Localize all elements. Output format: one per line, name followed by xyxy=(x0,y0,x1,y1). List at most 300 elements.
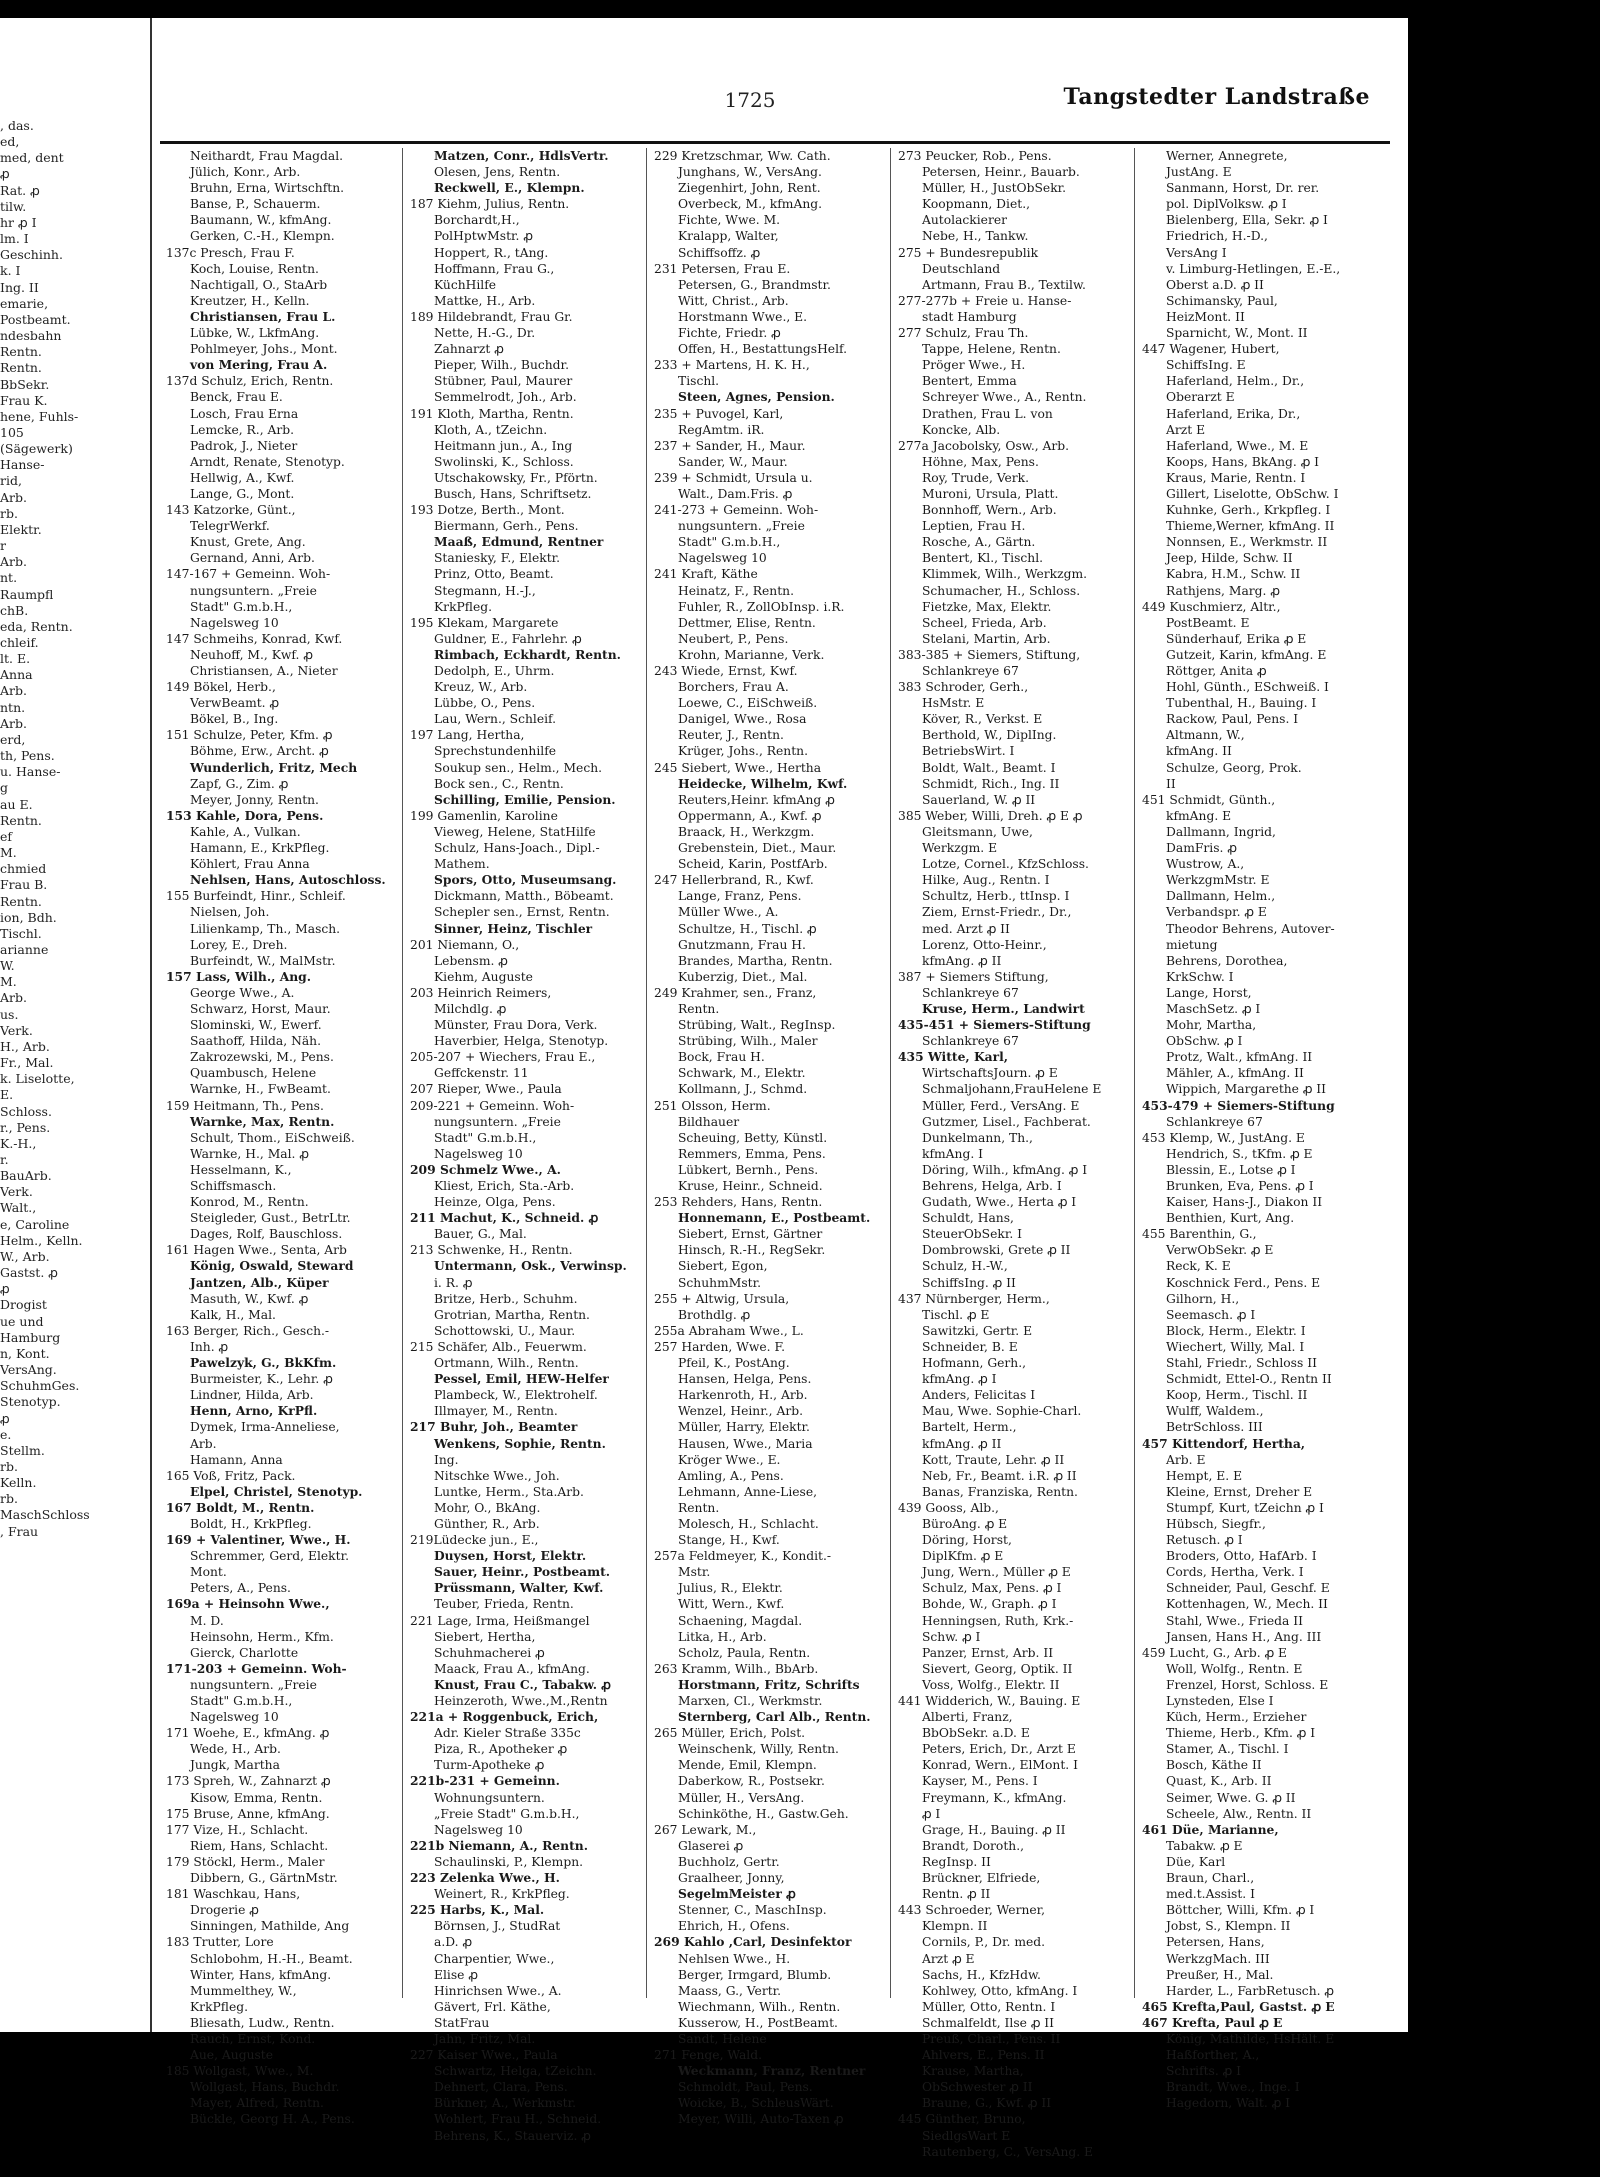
directory-entry: Dallmann, Helm., xyxy=(1166,889,1276,904)
directory-entry: Adr. Kieler Straße 335c xyxy=(434,1726,581,1741)
directory-entry: Braack, H., Werkzgm. xyxy=(678,824,815,839)
gutter-line: chleif. xyxy=(0,635,39,650)
directory-entry: Burmeister, K., Lehr. ꝓ xyxy=(190,1372,333,1387)
directory-entry: VersAng I xyxy=(1166,245,1227,260)
directory-entry: 177 Vize, H., Schlacht. xyxy=(166,1822,309,1837)
directory-entry: Braun, Charl., xyxy=(1166,1871,1255,1886)
directory-entry: 161 Hagen Wwe., Senta, Arb xyxy=(166,1243,347,1258)
gutter-line: (Sägewerk) xyxy=(0,441,73,457)
gutter-line: n, Kont. xyxy=(0,1345,50,1361)
directory-entry: Arb. xyxy=(190,1436,217,1451)
directory-entry: Swolinski, K., Schloss. xyxy=(434,454,574,469)
directory-entry: SteuerObSekr. I xyxy=(922,1227,1023,1242)
directory-entry: Hinsch, R.-H., RegSekr. xyxy=(678,1243,826,1258)
directory-entry: Zakrozewski, M., Pens. xyxy=(190,1050,334,1065)
directory-entry: Berthold, W., DiplIng. xyxy=(922,728,1057,743)
gutter-line: ef xyxy=(0,828,13,844)
directory-entry: 277 Schulz, Frau Th. xyxy=(898,326,1029,341)
directory-entry: DamFris. ꝓ xyxy=(1166,841,1237,856)
directory-entry: Deutschland xyxy=(922,261,1001,276)
directory-entry: Heinsohn, Herm., Kfm. xyxy=(190,1629,334,1644)
directory-entry: 449 Kuschmierz, Altr., xyxy=(1142,599,1281,614)
directory-entry: 457 Kittendorf, Hertha, xyxy=(1142,1435,1306,1451)
directory-entry: Bosch, Käthe II xyxy=(1166,1758,1262,1773)
directory-entry: Siebert, Egon, xyxy=(678,1259,768,1274)
directory-entry: Sinner, Heinz, Tischler xyxy=(434,920,593,936)
directory-entry: 209-221 + Gemeinn. Woh- xyxy=(410,1098,575,1113)
directory-entry: Maaß, Edmund, Rentner xyxy=(434,534,604,550)
directory-entry: Behrens, Helga, Arb. I xyxy=(922,1179,1062,1193)
directory-entry: Elise ꝓ xyxy=(434,1967,478,1982)
directory-entry: Reck, K. E xyxy=(1166,1259,1231,1274)
directory-entry: Sanmann, Horst, Dr. rer. xyxy=(1166,181,1320,196)
directory-entry: Cornils, P., Dr. med. xyxy=(922,1935,1046,1950)
directory-entry: MaschSetz. ꝓ I xyxy=(1166,1001,1261,1016)
directory-entry: Rentn. xyxy=(678,1500,720,1515)
gutter-line: VersAng. xyxy=(0,1362,57,1378)
directory-entry: 167 Boldt, M., Rentn. xyxy=(166,1499,315,1515)
directory-entry: Milchdlg. ꝓ xyxy=(434,1001,507,1016)
directory-entry: Preußer, H., Mal. xyxy=(1166,1967,1274,1982)
gutter-line: lt. E. xyxy=(0,651,31,667)
directory-entry: Petersen, Heinr., Bauarb. xyxy=(922,165,1080,180)
directory-entry: Arzt E xyxy=(1166,422,1206,437)
directory-entry: Rentn. xyxy=(678,1001,720,1016)
directory-entry: Junghans, W., VersAng. xyxy=(678,165,822,180)
directory-entry: 181 Waschkau, Hans, xyxy=(166,1887,301,1902)
directory-entry: Jahn, Fritz, Mal. xyxy=(434,2031,536,2046)
directory-entry: Wiechmann, Wilh., Rentn. xyxy=(678,1999,841,2014)
directory-entry: Kusserow, H., PostBeamt. xyxy=(678,2015,838,2030)
directory-entry: WerkzgmMstr. E xyxy=(1166,873,1270,888)
directory-entry: Blessin, E., Lotse ꝓ I xyxy=(1166,1162,1296,1177)
directory-entry: Kayser, M., Pens. I xyxy=(922,1774,1038,1789)
column-4 xyxy=(898,148,1130,2159)
directory-entry: Hansen, Helga, Pens. xyxy=(678,1372,812,1387)
directory-entry: Lübke, W., LkfmAng. xyxy=(190,326,320,341)
directory-entry: Overbeck, M., kfmAng. xyxy=(678,197,823,212)
directory-entry: 231 Petersen, Frau E. xyxy=(654,261,791,276)
directory-entry: Kruse, Heinr., Schneid. xyxy=(678,1179,823,1193)
directory-entry: Döring, Wilh., kfmAng. ꝓ I xyxy=(922,1162,1088,1177)
directory-entry: Jülich, Konr., Arb. xyxy=(190,165,301,180)
directory-entry: 455 Barenthin, G., xyxy=(1142,1227,1257,1242)
directory-entry: Weckmann, Franz, Rentner xyxy=(678,2063,866,2079)
directory-entry: Koncke, Alb. xyxy=(922,422,1001,437)
directory-entry: Müller, Otto, Rentn. I xyxy=(922,1999,1056,2014)
directory-entry: Saathoff, Hilda, Näh. xyxy=(190,1034,321,1049)
directory-entry: Mau, Wwe. Sophie-Charl. xyxy=(922,1404,1082,1419)
directory-entry: Quast, K., Arb. II xyxy=(1166,1774,1272,1789)
directory-entry: Düe, Karl xyxy=(1166,1854,1226,1869)
directory-entry: Charpentier, Wwe., xyxy=(434,1951,555,1966)
directory-entry: II xyxy=(1166,776,1176,791)
directory-entry: Losch, Frau Erna xyxy=(190,406,299,421)
directory-entry: Kahle, A., Vulkan. xyxy=(190,824,301,839)
gutter-line: chmied xyxy=(0,861,47,877)
directory-entry: Nitschke Wwe., Joh. xyxy=(434,1468,560,1483)
directory-entry: 249 Krahmer, sen., Franz, xyxy=(654,985,817,1000)
directory-entry: 219Lüdecke jun., E., xyxy=(410,1533,539,1548)
directory-entry: kfmAng. ꝓ II xyxy=(922,1436,1002,1451)
directory-entry: Seemasch. ꝓ I xyxy=(1166,1307,1256,1322)
directory-entry: 441 Widderich, W., Bauing. E xyxy=(898,1694,1081,1708)
directory-entry: Verbandspr. ꝓ E xyxy=(1166,905,1267,920)
directory-entry: 223 Zelenka Wwe., H. xyxy=(410,1870,560,1886)
gutter-line: Arb. xyxy=(0,683,27,699)
directory-entry: Kott, Traute, Lehr. ꝓ II xyxy=(922,1452,1065,1467)
directory-entry: „Freie Stadt" G.m.b.H., xyxy=(434,1806,580,1821)
directory-entry: Danigel, Wwe., Rosa xyxy=(678,712,807,727)
directory-entry: Müller, Harry, Elektr. xyxy=(678,1420,810,1435)
directory-entry: Schimansky, Paul, xyxy=(1166,293,1278,308)
directory-entry: Ziegenhirt, John, Rent. xyxy=(678,181,821,196)
directory-entry: 165 Voß, Fritz, Pack. xyxy=(166,1468,296,1483)
directory-entry: Pfeil, K., PostAng. xyxy=(678,1356,790,1371)
directory-entry: Köver, R., Verkst. E xyxy=(922,712,1043,727)
directory-entry: 213 Schwenke, H., Rentn. xyxy=(410,1243,573,1258)
directory-entry: Wenzel, Heinr., Arb. xyxy=(678,1404,803,1419)
directory-entry: Muroni, Ursula, Platt. xyxy=(922,486,1059,501)
directory-entry: Siebert, Ernst, Gärtner xyxy=(678,1227,823,1242)
header-rule xyxy=(160,141,1390,144)
directory-entry: Böhme, Erw., Archt. ꝓ xyxy=(190,744,329,759)
directory-entry: Konrad, Wern., ElMont. I xyxy=(922,1758,1078,1773)
directory-entry: Strübing, Wilh., Maler xyxy=(678,1034,818,1049)
directory-entry: Mähler, A., kfmAng. II xyxy=(1166,1066,1304,1081)
directory-entry: Heidecke, Wilhelm, Kwf. xyxy=(678,775,848,791)
directory-entry: 247 Hellerbrand, R., Kwf. xyxy=(654,873,814,888)
directory-entry: Gernand, Anni, Arb. xyxy=(190,551,315,566)
gutter-line: Rentn. xyxy=(0,812,42,828)
directory-entry: Loewe, C., EiSchweiß. xyxy=(678,696,818,711)
gutter-line: Arb. xyxy=(0,489,27,505)
directory-entry: nungsuntern. „Freie xyxy=(678,519,805,534)
directory-entry: Schulz, Hans-Joach., Dipl.- xyxy=(434,841,600,856)
gutter-line: MaschSchloss xyxy=(0,1507,90,1523)
directory-entry: Alberti, Franz, xyxy=(922,1710,1013,1725)
directory-entry: Kruse, Herm., Landwirt xyxy=(922,1000,1085,1016)
directory-entry: 143 Katzorke, Günt., xyxy=(166,503,296,518)
directory-entry: Krohn, Marianne, Verk. xyxy=(678,647,825,662)
directory-entry: Koop, Herm., Tischl. II xyxy=(1166,1388,1308,1403)
directory-entry: Stadt" G.m.b.H., xyxy=(678,535,781,550)
directory-entry: Petersen, Hans, xyxy=(1166,1935,1265,1950)
directory-entry: Scheel, Frieda, Arb. xyxy=(922,615,1047,630)
directory-entry: a.D. ꝓ xyxy=(434,1935,473,1950)
directory-entry: Cords, Hertha, Verk. I xyxy=(1166,1565,1304,1580)
directory-entry: 221b-231 + Gemeinn. xyxy=(410,1773,560,1789)
directory-entry: 239 + Schmidt, Ursula u. xyxy=(654,470,813,485)
directory-entry: Boldt, Walt., Beamt. I xyxy=(922,760,1056,775)
directory-entry: Warnke, H., Mal. ꝓ xyxy=(190,1146,309,1161)
directory-entry: 193 Dotze, Berth., Mont. xyxy=(410,503,565,518)
directory-entry: 435 Witte, Karl, xyxy=(898,1049,1009,1065)
directory-entry: Scheuing, Betty, Künstl. xyxy=(678,1130,828,1145)
directory-entry: Fichte, Wwe. M. xyxy=(678,213,781,228)
directory-entry: Schinköthe, H., Gastw.Geh. xyxy=(678,1806,849,1821)
gutter-line: BbSekr. xyxy=(0,376,50,392)
directory-entry: 187 Kiehm, Julius, Rentn. xyxy=(410,197,570,212)
directory-entry: 221a + Roggenbuck, Erich, xyxy=(410,1709,599,1725)
directory-entry: Altmann, W., xyxy=(1166,728,1245,743)
directory-entry: Witt, Wern., Kwf. xyxy=(678,1597,785,1612)
directory-entry: Schneider, Paul, Geschf. E xyxy=(1166,1581,1330,1596)
directory-entry: Dombrowski, Grete ꝓ II xyxy=(922,1243,1071,1258)
directory-entry: Braune, G., Kwf. ꝓ II xyxy=(922,2096,1052,2111)
directory-entry: Nehlsen, Hans, Autoschloss. xyxy=(190,872,386,888)
directory-entry: 461 Düe, Marianne, xyxy=(1142,1821,1279,1837)
gutter-line: , das. xyxy=(0,118,34,133)
directory-entry: Siebert, Hertha, xyxy=(434,1629,536,1644)
directory-entry: Hagedorn, Walt. ꝓ I xyxy=(1166,2096,1290,2111)
directory-entry: 153 Kahle, Dora, Pens. xyxy=(166,807,324,823)
directory-entry: Jansen, Hans H., Ang. III xyxy=(1166,1629,1322,1644)
directory-entry: Borchers, Frau A. xyxy=(678,680,789,695)
directory-entry: 157 Lass, Wilh., Ang. xyxy=(166,968,312,984)
directory-entry: 235 + Puvogel, Karl, xyxy=(654,406,784,421)
directory-entry: 435-451 + Siemers-Stiftung xyxy=(898,1017,1091,1033)
directory-entry: Kliest, Erich, Sta.-Arb. xyxy=(434,1179,575,1193)
directory-entry: HeizMont. II xyxy=(1166,309,1245,324)
directory-entry: Gerken, C.-H., Klempn. xyxy=(190,229,335,244)
directory-entry: Nagelsweg 10 xyxy=(190,1710,279,1725)
gutter-line: e. xyxy=(0,1426,12,1442)
column-1 xyxy=(166,148,398,2127)
directory-entry: Stange, H., Kwf. xyxy=(678,1533,780,1548)
gutter-line: chB. xyxy=(0,602,29,618)
directory-entry: Kaiser, Hans-J., Diakon II xyxy=(1166,1195,1323,1210)
column-divider xyxy=(890,148,891,1998)
directory-entry: Scheele, Alw., Rentn. II xyxy=(1166,1806,1312,1821)
directory-entry: 271 Fenge, Wald. xyxy=(654,2048,763,2063)
directory-entry: Werkzgm. E xyxy=(922,841,998,856)
directory-entry: Gillert, Liselotte, ObSchw. I xyxy=(1166,486,1339,501)
directory-entry: Mohr, Martha, xyxy=(1166,1018,1257,1033)
directory-entry: RegInsp. II xyxy=(922,1854,991,1869)
directory-entry: 169a + Heinsohn Wwe., xyxy=(166,1596,330,1612)
directory-entry: PolHptwMstr. ꝓ xyxy=(434,229,533,244)
directory-entry: Walt., Dam.Fris. ꝓ xyxy=(678,486,793,501)
directory-entry: Oberst a.D. ꝓ II xyxy=(1166,277,1264,292)
page-number: 1725 xyxy=(724,88,776,112)
directory-entry: med.t.Assist. I xyxy=(1166,1887,1255,1902)
directory-entry: Schaulinski, P., Klempn. xyxy=(434,1854,584,1869)
directory-entry: 267 Lewark, M., xyxy=(654,1822,757,1837)
gutter-line: H., Arb. xyxy=(0,1038,50,1054)
directory-entry: Lau, Wern., Schleif. xyxy=(434,712,557,727)
directory-entry: 191 Kloth, Martha, Rentn. xyxy=(410,406,574,421)
directory-entry: Woll, Wolfg., Rentn. E xyxy=(1166,1661,1303,1676)
gutter-line: ntn. xyxy=(0,699,26,715)
directory-entry: BetrSchloss. III xyxy=(1166,1420,1263,1435)
directory-entry: Tappe, Helene, Rentn. xyxy=(922,342,1061,357)
directory-entry: Artmann, Frau B., Textilw. xyxy=(922,277,1086,292)
directory-entry: 137c Presch, Frau F. xyxy=(166,245,295,260)
directory-entry: Hilke, Aug., Rentn. I xyxy=(922,873,1050,888)
directory-entry: 383 Schroder, Gerh., xyxy=(898,680,1029,695)
directory-entry: Wollgast, Hans, Buchdr. xyxy=(190,2080,340,2095)
directory-entry: Freymann, K., kfmAng. xyxy=(922,1790,1067,1805)
directory-entry: Bock, Frau H. xyxy=(678,1050,765,1065)
directory-entry: Graalheer, Jonny, xyxy=(678,1871,785,1886)
directory-entry: Oberarzt E xyxy=(1166,390,1235,405)
directory-entry: Leptien, Frau H. xyxy=(922,519,1026,534)
directory-entry: 215 Schäfer, Alb., Feuerwm. xyxy=(410,1339,587,1354)
directory-entry: 221 Lage, Irma, Heißmangel xyxy=(410,1613,590,1628)
directory-entry: Schwartz, Helga, tZeichn. xyxy=(434,2064,597,2079)
directory-entry: Schulz, H.-W., xyxy=(922,1259,1008,1274)
directory-entry: Dibbern, G., GärtnMstr. xyxy=(190,1871,338,1886)
directory-entry: Banas, Franziska, Rentn. xyxy=(922,1484,1078,1499)
directory-entry: Müller, H., VersAng. xyxy=(678,1790,805,1805)
directory-entry: 205-207 + Wiechers, Frau E., xyxy=(410,1050,596,1065)
directory-entry: Nonnsen, E., Werkmstr. II xyxy=(1166,535,1328,550)
directory-entry: Lange, G., Mont. xyxy=(190,486,295,501)
gutter-line: Hamburg xyxy=(0,1329,61,1345)
directory-entry: Mende, Emil, Klempn. xyxy=(678,1758,817,1773)
gutter-line: eda, Rentn. xyxy=(0,618,73,634)
directory-entry: Panzer, Ernst, Arb. II xyxy=(922,1645,1054,1660)
gutter-line: Rentn. xyxy=(0,360,42,376)
directory-entry: Günther, R., Arb. xyxy=(434,1516,540,1531)
directory-entry: Stumpf, Kurt, tZeichn ꝓ I xyxy=(1166,1500,1324,1515)
column-divider xyxy=(1134,148,1135,1998)
directory-entry: Ortmann, Wilh., Rentn. xyxy=(434,1356,579,1371)
directory-entry: Kisow, Emma, Rentn. xyxy=(190,1790,323,1805)
directory-entry: Klempn. II xyxy=(922,1919,988,1934)
directory-entry: Gudath, Wwe., Herta ꝓ I xyxy=(922,1195,1077,1210)
directory-entry: Haßforther, A., xyxy=(1166,2048,1260,2063)
directory-entry: Nielsen, Joh. xyxy=(190,905,270,920)
directory-entry: Warnke, Max, Rentn. xyxy=(190,1113,335,1129)
directory-entry: stadt Hamburg xyxy=(922,309,1017,324)
gutter-line: Postbeamt. xyxy=(0,311,71,327)
directory-entry: 227 Kaiser Wwe., Paula xyxy=(410,2048,558,2063)
directory-entry: Block, Herm., Elektr. I xyxy=(1166,1323,1306,1338)
directory-entry: Wede, H., Arb. xyxy=(190,1742,281,1757)
directory-entry: Christiansen, Frau L. xyxy=(190,308,336,324)
directory-entry: Maass, G., Vertr. xyxy=(678,1983,782,1998)
directory-entry: Marxen, Cl., Werkmstr. xyxy=(678,1694,823,1708)
directory-entry: Zahnarzt ꝓ xyxy=(434,342,504,357)
directory-entry: Hesselmann, K., xyxy=(190,1162,292,1177)
directory-entry: Litka, H., Arb. xyxy=(678,1629,767,1644)
directory-entry: HsMstr. E xyxy=(922,696,985,711)
directory-entry: Lorey, E., Dreh. xyxy=(190,937,288,952)
directory-entry: Julius, R., Elektr. xyxy=(678,1581,783,1596)
directory-entry: 387 + Siemers Stiftung, xyxy=(898,969,1049,984)
directory-entry: M. D. xyxy=(190,1613,224,1628)
directory-entry: 451 Schmidt, Günth., xyxy=(1142,792,1276,807)
directory-entry: Neb, Fr., Beamt. i.R. ꝓ II xyxy=(922,1468,1077,1483)
directory-entry: Pieper, Wilh., Buchdr. xyxy=(434,358,569,373)
directory-entry: Rathjens, Marg. ꝓ xyxy=(1166,583,1280,598)
directory-entry: Rimbach, Eckhardt, Rentn. xyxy=(434,646,621,662)
directory-entry: Schumacher, H., Schloss. xyxy=(922,583,1081,598)
directory-entry: Köhlert, Frau Anna xyxy=(190,857,310,872)
directory-page xyxy=(0,18,1408,2159)
directory-entry: VerwBeamt. ꝓ xyxy=(190,696,280,711)
directory-entry: 275 + Bundesrepublik xyxy=(898,245,1039,260)
directory-entry: Piza, R., Apotheker ꝓ xyxy=(434,1742,568,1757)
directory-entry: Borchardt,H., xyxy=(434,213,520,228)
directory-entry: Britze, Herb., Schuhm. xyxy=(434,1291,578,1306)
directory-entry: Nette, H.-G., Dr. xyxy=(434,326,536,341)
directory-entry: Sawitzki, Gertr. E xyxy=(922,1323,1033,1338)
gutter-line: k. Liselotte, xyxy=(0,1071,75,1087)
directory-entry: BüroAng. ꝓ E xyxy=(922,1516,1008,1531)
directory-entry: 189 Hildebrandt, Frau Gr. xyxy=(410,309,573,324)
directory-entry: Peters, Erich, Dr., Arzt E xyxy=(922,1742,1076,1757)
directory-entry: Haverbier, Helga, Stenotyp. xyxy=(434,1034,609,1049)
directory-entry: 225 Harbs, K., Mal. xyxy=(410,1902,545,1918)
directory-entry: 175 Bruse, Anne, kfmAng. xyxy=(166,1806,330,1821)
directory-entry: Guldner, E., Fahrlehr. ꝓ xyxy=(434,631,582,646)
directory-entry: Seimer, Wwe. G. ꝓ II xyxy=(1166,1790,1296,1805)
directory-entry: Schuhmacherei ꝓ xyxy=(434,1645,545,1660)
directory-entry: Lilienkamp, Th., Masch. xyxy=(190,921,341,936)
gutter-line: Verk. xyxy=(0,1184,33,1200)
directory-entry: PostBeamt. E xyxy=(1166,615,1250,630)
directory-entry: Brandes, Martha, Rentn. xyxy=(678,953,833,968)
directory-entry: WerkzgMach. III xyxy=(1166,1951,1270,1966)
directory-entry: Arb. E xyxy=(1166,1452,1206,1467)
directory-entry: Drathen, Frau L. von xyxy=(922,406,1053,421)
gutter-line: rb. xyxy=(0,1491,18,1507)
directory-entry: Wippich, Margarethe ꝓ II xyxy=(1166,1082,1327,1097)
directory-entry: ꝓ I xyxy=(922,1806,941,1821)
directory-entry: Koch, Louise, Rentn. xyxy=(190,261,319,276)
directory-entry: Preuß, Charl., Pens. II xyxy=(922,2031,1061,2046)
gutter-line: ꝓ xyxy=(0,166,10,182)
directory-entry: Schottowski, U., Maur. xyxy=(434,1323,576,1338)
gutter-line: Frau B. xyxy=(0,877,48,893)
directory-entry: Thieme, Herb., Kfm. ꝓ I xyxy=(1166,1726,1316,1741)
gutter-line: Rat. ꝓ xyxy=(0,182,40,198)
directory-entry: 197 Lang, Hertha, xyxy=(410,728,525,743)
directory-entry: Stenner, C., MaschInsp. xyxy=(678,1903,827,1918)
gutter-line: Arb. xyxy=(0,554,27,570)
directory-entry: 263 Kramm, Wilh., BbArb. xyxy=(654,1661,819,1676)
directory-entry: Riem, Hans, Schlacht. xyxy=(190,1838,329,1853)
directory-entry: Krüger, Johs., Rentn. xyxy=(678,744,808,759)
directory-entry: Behrens, K., Stauerviz. ꝓ xyxy=(434,2128,591,2143)
directory-entry: Mummelthey, W., xyxy=(190,1983,297,1998)
directory-entry: Tischl. ꝓ E xyxy=(922,1307,990,1322)
directory-entry: Rentn. ꝓ II xyxy=(922,1887,991,1902)
gutter-line: g xyxy=(0,780,9,796)
directory-entry: Schilling, Emilie, Pension. xyxy=(434,791,616,807)
directory-entry: Autolackierer xyxy=(922,213,1007,228)
directory-entry: Pawelzyk, G., BkKfm. xyxy=(190,1355,337,1371)
directory-entry: ObSchwester ꝓ II xyxy=(922,2080,1033,2095)
directory-entry: 155 Burfeindt, Hinr., Schleif. xyxy=(166,889,346,904)
directory-entry: kfmAng. ꝓ I xyxy=(922,1372,997,1387)
directory-entry: 459 Lucht, G., Arb. ꝓ E xyxy=(1142,1645,1287,1660)
directory-entry: Amling, A., Pens. xyxy=(678,1468,784,1483)
directory-entry: Kreutzer, H., Kelln. xyxy=(190,293,310,308)
gutter-line: , Frau xyxy=(0,1523,39,1539)
gutter-line: M. xyxy=(0,845,17,861)
gutter-line: med, dent xyxy=(0,150,64,166)
directory-entry: Stelani, Martin, Arb. xyxy=(922,631,1051,646)
directory-entry: BetriebsWirt. I xyxy=(922,744,1015,759)
directory-entry: Frenzel, Horst, Schloss. E xyxy=(1166,1677,1329,1692)
gutter-line: rb. xyxy=(0,505,18,521)
directory-entry: Honnemann, E., Postbeamt. xyxy=(678,1210,871,1226)
gutter-line: hene, Fuhls- xyxy=(0,408,79,424)
